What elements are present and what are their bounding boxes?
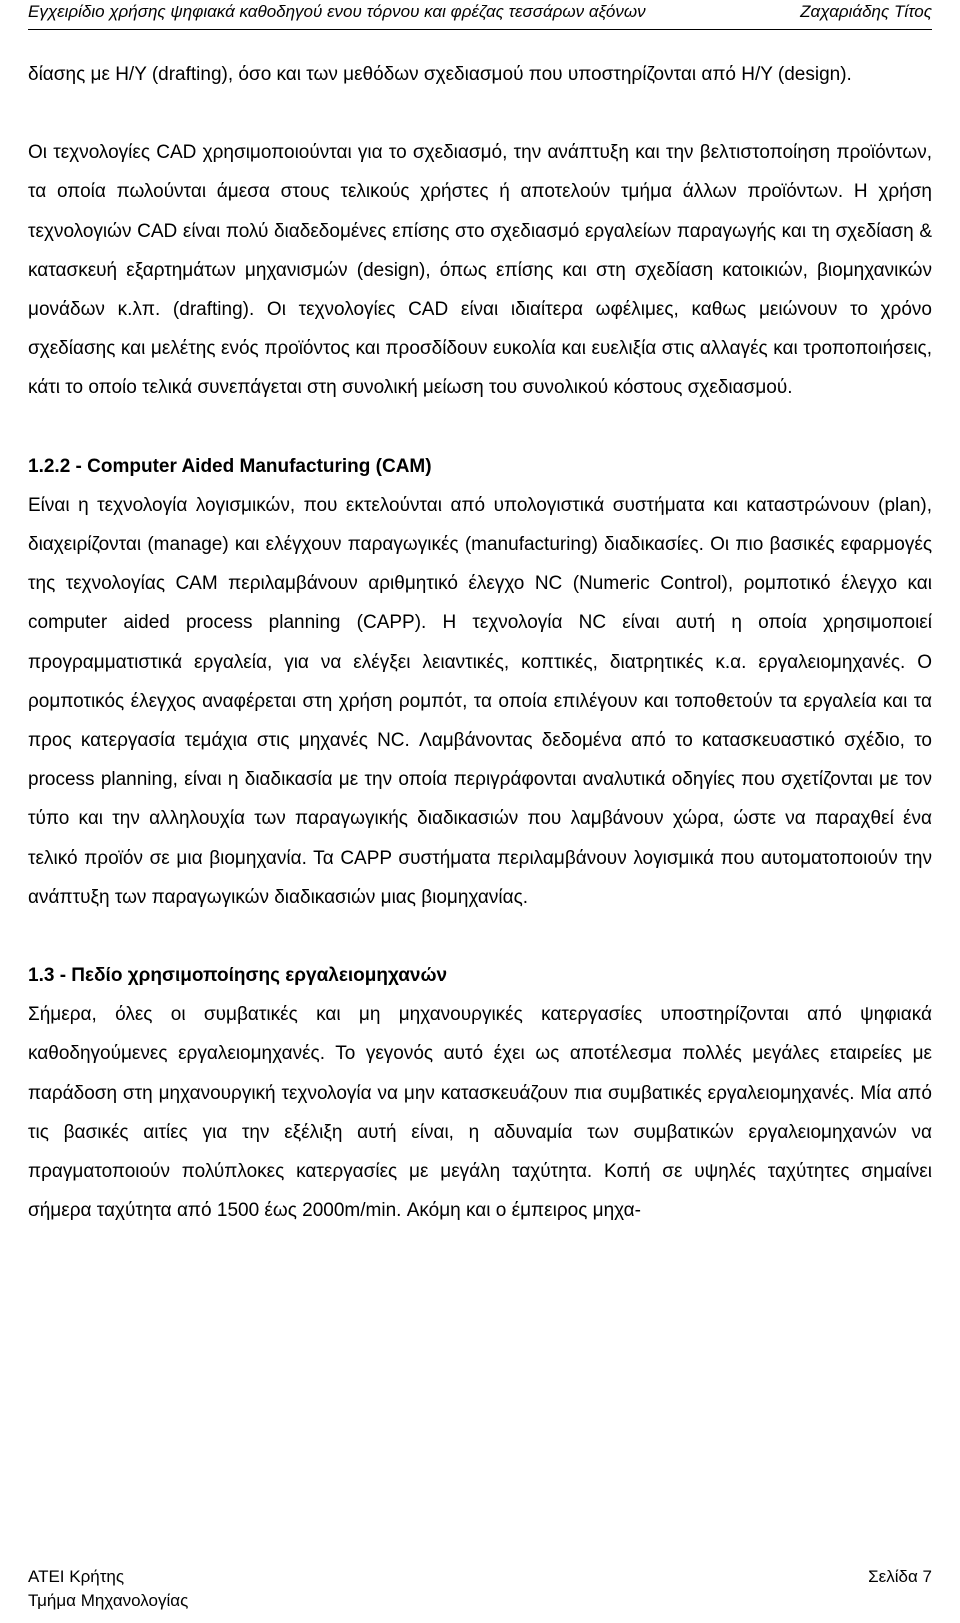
page-header (28, 0, 932, 24)
spacer (28, 94, 932, 133)
paragraph-2: Οι τεχνολογίες CAD χρησιμοποιούνται για το σχεδιασμό, την ανάπτυξη και την βελτιστοποίηση προϊόντων, τα οποία πωλούνται άμεσα στους τελικούς χρήστες ή αποτελούν τμήμα άλλων προϊόντων. Η χρήση τεχνολογιών CAD είναι πολύ διαδεδομένες επίσης στο σχεδιασμό εργαλείων παραγωγής και τη σχεδίαση & κατασκευή εξαρτημάτων μηχανισμών (design), όπως επίσης και στη σχεδίαση κατοικιών, βιομηχανικών μονάδων κ.λπ. (drafting). Οι τεχνολογίες CAD είναι ιδιαίτερα ωφέλιμες, καθως μειώνουν το χρόνο σχεδίασης και μελέτης ενός προϊόντος και προσδίδουν ευκολία και ευελιξία στις αλλαγές και τροποποιήσεις, κάτι το οποίο τελικά συνεπάγεται στη συνολική μείωση του συνολικού κόστους σχεδιασμού. (28, 142, 932, 399)
paragraph-3: Είναι η τεχνολογία λογισμικών, που εκτελούνται από υπολογιστικά συστήματα και καταστρώνουν (plan), διαχειρίζονται (manage) και ελέγχουν παραγωγικές (manufacturing) διαδικασίες. Οι πιο βασικές εφαρμογές της τεχνολογίας CAM περιλαμβάνουν αριθμητικό έλεγχο NC (Numeric Control), ρομποτικό έλεγχο και computer aided process planning (CAPP). Η τεχνολογία NC είναι αυτή η οποία χρησιμοποιεί προγραμματιστικά εργαλεία, για να ελέγξει λειαντικές, κοπτικές, διατρητικές κ.α. εργαλειομηχανές. Ο ρομποτικός έλεγχος αναφέρεται στη χρήση ρομπότ, τα οποία επιλέγουν και τοποθετούν τα εργαλεία και τα προς κατεργασία τεμάχια στις μηχανές NC. Λαμβάνοντας δεδομένα από το κατασκευαστικό σχέδιο, το process planning, είναι η διαδικασία με την οποία περιγράφονται αναλυτικά οδηγίες που σχετίζονται με τον τύπο και την αλληλουχία των παραγωγικής διαδικασιών που λαμβάνουν χώρα, ώστε να παραχθεί ένα τελικό προϊόν σε μια βιομηχανία. Τα CAPP συστήματα περιλαμβάνουν λογισμικά που αυτοματοποιούν την ανάπτυξη των παραγωγικών διαδικασιών μιας βιομηχανίας. (28, 494, 932, 908)
paragraph-4: Σήμερα, όλες οι συμβατικές και μη μηχανουργικές κατεργασίες υποστηρίζονται από ψηφιακά καθοδηγούμενες εργαλειομηχανές. Το γεγονός αυτό έχει ως αποτέλεσμα πολλές μεγάλες εταιρείες με παράδοση στη μηχανουργική τεχνολογία να μην κατασκευάζουν πια συμβατικές εργαλειομηχανές. Μία από τις βασικές αιτίες για την εξέλιξη αυτή είναι, η αδυναμία των συμβατικών εργαλειομηχανών να πραγματοποιούν πολύπλοκες κατεργασίες με μεγάλη ταχύτητα. Κοπή σε υψηλές ταχύτητες σημαίνει σήμερα ταχύτητα από 1500 έως 2000m/min. Ακόμη και ο έμπειρος μηχα- (28, 1004, 932, 1222)
paragraph-1: δίασης με Η/Υ (drafting), όσο και των μεθόδων σχεδιασμού που υποστηρίζονται από Η/Υ (design). (28, 64, 852, 85)
section-heading-1-2-2: 1.2.2 - Computer Aided Manufacturing (CAM) (28, 455, 432, 477)
footer-institution: ΑΤΕΙ Κρήτης (28, 1567, 125, 1586)
header-title: Εγχειρίδιο χρήσης ψηφιακά καθοδηγού ενου τόρνου και φρέζας τεσσάρων αξόνων (28, 2, 646, 21)
page-number: Σελίδα 7 (868, 1567, 932, 1586)
spacer (28, 408, 932, 447)
footer-department: Τμήμα Μηχανολογίας (28, 1591, 189, 1610)
header-author: Ζαχαριάδης Τίτος (800, 2, 932, 21)
document-body (28, 55, 932, 1230)
header-rule (28, 29, 932, 30)
page-footer (28, 1565, 932, 1613)
section-heading-1-3: 1.3 - Πεδίο χρησιμοποίησης εργαλειομηχανών (28, 965, 448, 987)
spacer (28, 917, 932, 956)
